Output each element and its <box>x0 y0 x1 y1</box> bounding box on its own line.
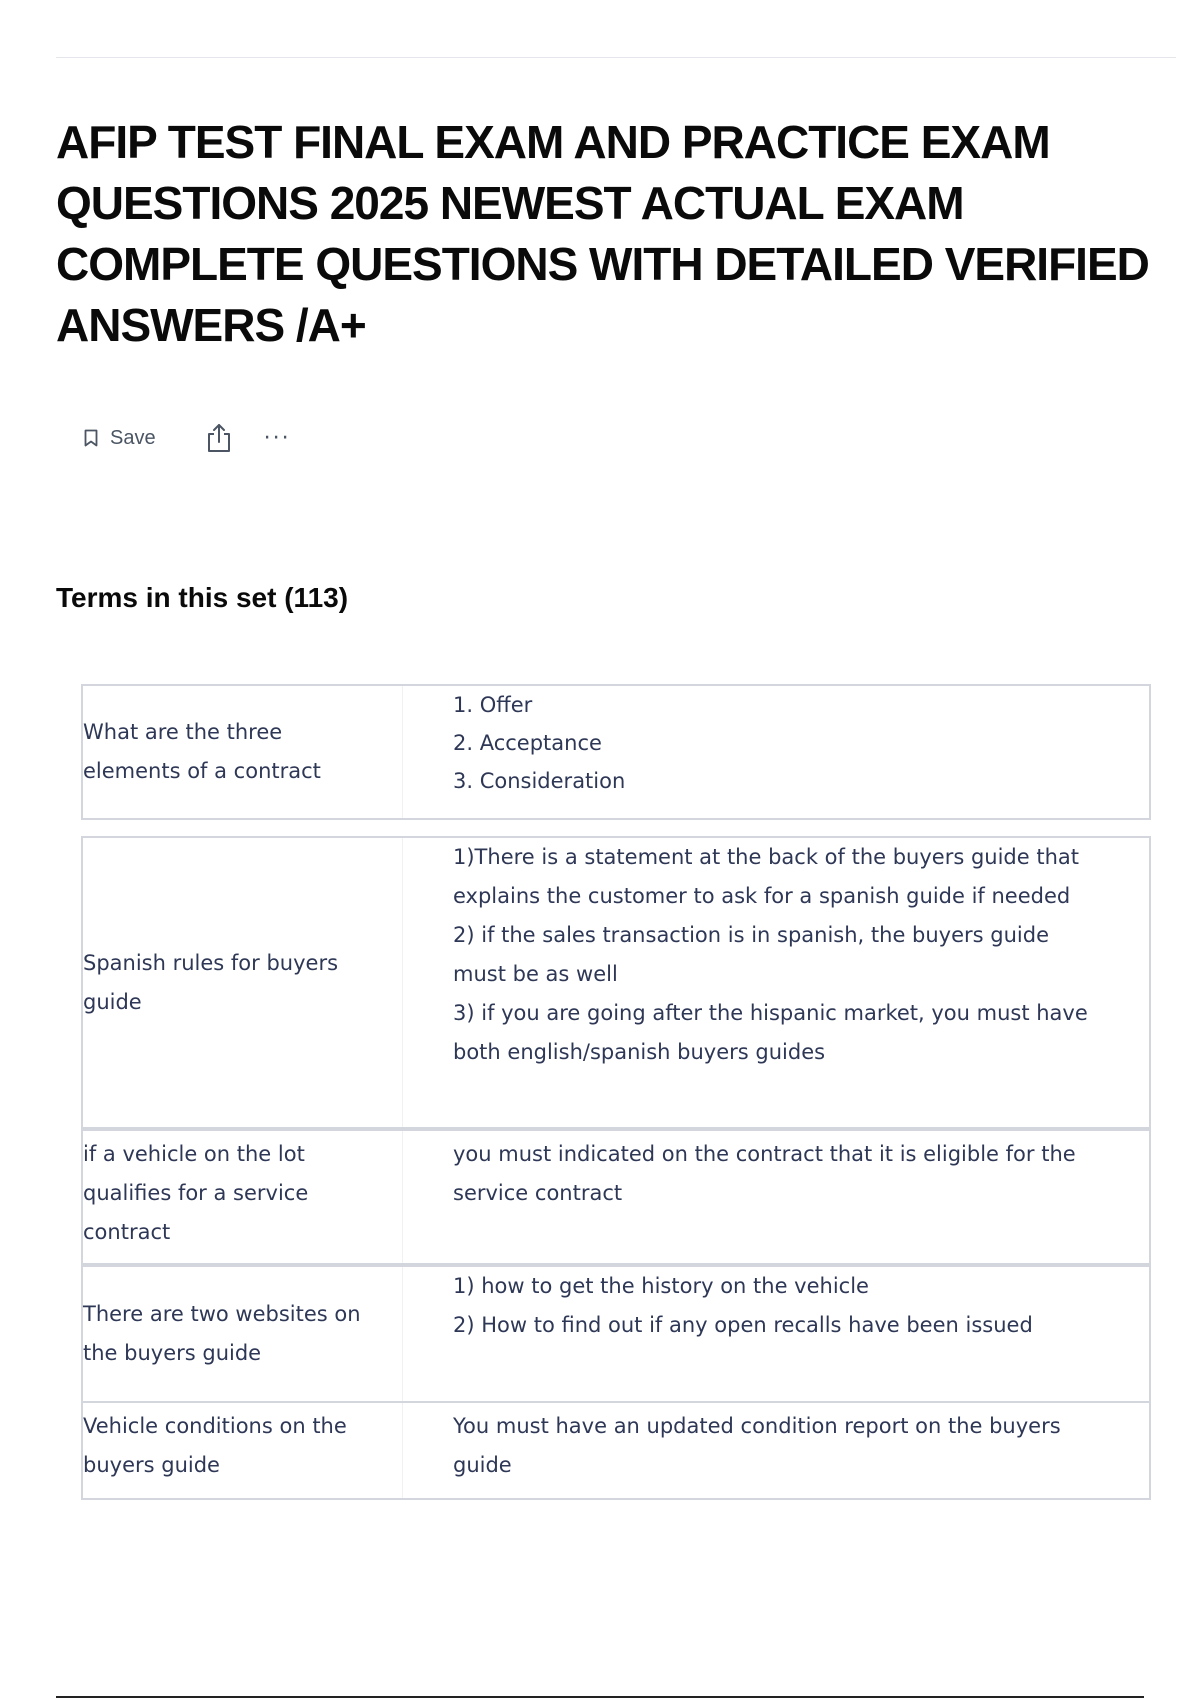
save-label: Save <box>110 426 156 449</box>
term-card[interactable] <box>81 1401 1151 1500</box>
share-button[interactable] <box>206 423 232 453</box>
term-definition: 1) how to get the history on the vehicle 2) How to find out if any open recalls have been issued <box>453 1274 1033 1337</box>
term-card[interactable] <box>81 1265 1151 1403</box>
term-definition: 1)There is a statement at the back of the buyers guide that explains the customer to ask for a spanish guide if needed 2) if the sales transaction is in spanish, the buyers guide must be as well 3) if you are going after the hispanic market, you must have both english/spanish buyers guides <box>453 845 1088 1064</box>
term-card[interactable] <box>81 1129 1151 1265</box>
term-word: if a vehicle on the lot qualifies for a service contract <box>83 1131 403 1263</box>
page-title: AFIP TEST FINAL EXAM AND PRACTICE EXAM QUESTIONS 2025 NEWEST ACTUAL EXAM COMPLETE QUESTIONS WITH DETAILED VERIFIED ANSWERS /A+ <box>56 116 1149 351</box>
set-toolbar <box>84 418 291 458</box>
save-button[interactable] <box>84 427 156 450</box>
bookmark-icon <box>84 429 98 447</box>
term-definition: 1. Offer 2. Acceptance 3. Consideration <box>453 693 626 793</box>
term-word: There are two websites on the buyers guide <box>83 1267 403 1401</box>
more-options-button[interactable] <box>264 426 291 451</box>
more-icon: ··· <box>263 425 291 451</box>
terms-heading: Terms in this set (113) <box>56 582 349 613</box>
term-definition: You must have an updated condition report on the buyers guide <box>453 1414 1061 1477</box>
term-definition: you must indicated on the contract that it is eligible for the service contract <box>453 1142 1076 1205</box>
term-card[interactable] <box>81 836 1151 1129</box>
term-card[interactable] <box>81 684 1151 820</box>
term-word: What are the three elements of a contract <box>83 686 403 818</box>
term-word: Spanish rules for buyers guide <box>83 838 403 1127</box>
bottom-divider <box>56 1696 1144 1698</box>
share-icon <box>206 423 232 453</box>
term-word: Vehicle conditions on the buyers guide <box>83 1403 403 1498</box>
top-divider <box>56 57 1176 58</box>
